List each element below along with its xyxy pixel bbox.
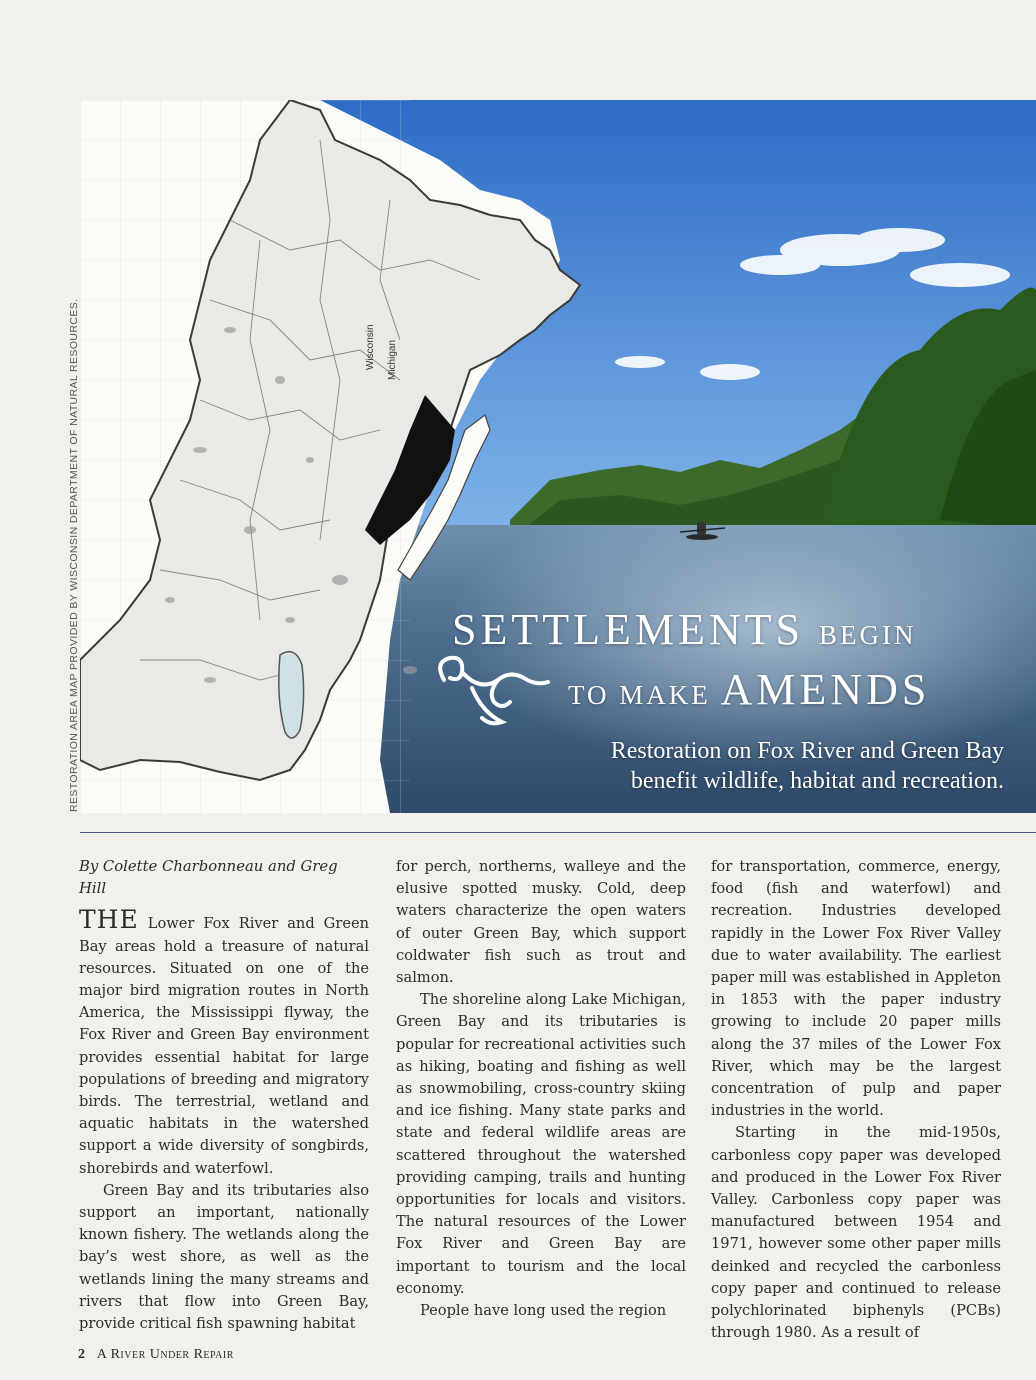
page-footer bbox=[78, 1347, 234, 1363]
paragraph: for perch, northerns, walleye and the elusive spotted musky. Cold, deep waters characterize the open waters of outer Green Bay, which support coldwater fish such as trout and salmon. bbox=[396, 858, 686, 987]
subtitle-line-2: benefit wildlife, habitat and recreation. bbox=[630, 768, 1004, 794]
subtitle bbox=[470, 736, 1004, 796]
paragraph bbox=[79, 905, 369, 1179]
paragraph: Green Bay and its tributaries also support an important, nationally known fishery. The wetlands along the bay’s west shore, as well as the wetlands lining the many streams and rivers that flow into Green Bay, provide critical fish spawning habitat bbox=[79, 1181, 369, 1333]
flourish-ornament bbox=[432, 652, 552, 732]
title-line-1 bbox=[452, 604, 916, 655]
paragraph: Starting in the mid-1950s, carbonless copy paper was developed and produced in the Lower Fox River Valley. Carbonless copy paper was manufactured between 1954 and 1971, however some other paper mills deinked and recycled the carbonless copy paper and continued to release polychlorinated biphenyls (PCBs) through 1980. As a result of bbox=[711, 1124, 1001, 1342]
paragraph-text: Lower Fox River and Green Bay areas hold a treasure of natural resources. Situated on one of the major bird migration routes in North America, the Mississippi flyway, the Fox River and Green Bay environment provides essential habitat for large populations of breeding and migratory birds. The terrestrial, wetland and aquatic habitats in the watershed support a wide diversity of songbirds, shorebirds and waterfowl. bbox=[79, 915, 369, 1177]
lake-winnebago bbox=[279, 652, 304, 738]
byline: By Colette Charbonneau and Greg Hill bbox=[79, 858, 338, 898]
title-line-2 bbox=[568, 664, 930, 715]
map-label-wisconsin: Wisconsin bbox=[365, 324, 376, 370]
paragraph: for transportation, commerce, energy, food (fish and waterfowl) and recreation. Industries developed rapidly in the Lower Fox River Valley due to water availability. The earliest paper mill was established in Appleton in 1853 with the paper industry growing to include 20 paper mills along the 37 miles of the Lower Fox River, which may be the largest concentration of pulp and paper industries in the world. bbox=[711, 858, 1001, 1120]
article-column-2 bbox=[396, 856, 686, 1322]
title-word-to-make: TO MAKE bbox=[568, 680, 711, 710]
article-column-3 bbox=[711, 856, 1001, 1344]
title-word-settlements: SETTLEMENTS bbox=[452, 605, 804, 654]
map-label-michigan: Michigan bbox=[387, 339, 398, 380]
map-credit: RESTORATION AREA MAP PROVIDED BY WISCONSIN DEPARTMENT OF NATURAL RESOURCES. bbox=[68, 298, 80, 812]
title-word-amends: AMENDS bbox=[720, 665, 931, 714]
title-word-begin: BEGIN bbox=[818, 620, 917, 650]
header-divider bbox=[80, 832, 1036, 833]
page-number: 2 bbox=[78, 1347, 86, 1362]
paragraph: The shoreline along Lake Michigan, Green Bay and its tributaries is popular for recreational activities such as hiking, boating and fishing as well as snowmobiling, cross-country skiing and ice fishing. Many state parks and state and federal wildlife areas are scattered throughout the watershed providing camping, trails and hunting opportunities for locals and visitors. The natural resources of the Lower Fox River and Green Bay are important to tourism and the local economy. bbox=[396, 991, 686, 1297]
drop-cap: THE bbox=[79, 905, 139, 935]
paragraph: People have long used the region bbox=[420, 1302, 667, 1320]
article-column-1 bbox=[79, 856, 369, 1335]
publication-title: A River Under Repair bbox=[96, 1347, 234, 1362]
subtitle-line-1: Restoration on Fox River and Green Bay bbox=[610, 738, 1004, 764]
